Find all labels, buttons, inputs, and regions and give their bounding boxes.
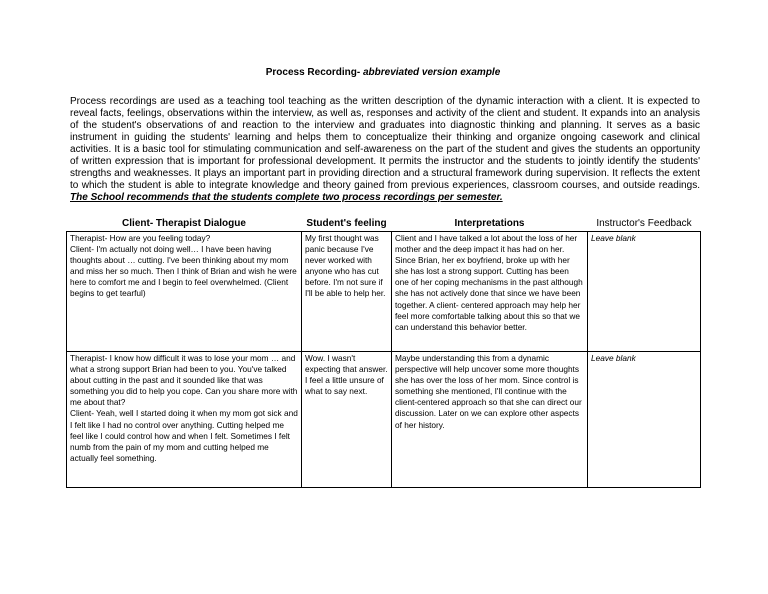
- table-row: [67, 232, 701, 352]
- interpretation-cell: Maybe understanding this from a dynamic perspective will help uncover some more thoughts she has over the loss of her mom. Since control is something she mentioned, I'll continue with the client-centered approach so that she can direct our discussion. Later on we can explore other aspects of her history.: [392, 352, 588, 488]
- header-dialogue: Client- Therapist Dialogue: [122, 218, 246, 229]
- intro-paragraph: [70, 96, 700, 204]
- document-page: [66, 66, 700, 488]
- feeling-cell: My first thought was panic because I've never worked with anyone who has cut before. I'm not sure if I'll be able to help her.: [302, 232, 392, 352]
- feedback-cell: Leave blank: [588, 352, 701, 488]
- header-feeling: Student's feeling: [306, 218, 387, 229]
- document-title: [66, 66, 700, 79]
- feeling-cell: Wow. I wasn't expecting that answer. I feel a little unsure of what to say next.: [302, 352, 392, 488]
- interpretation-cell: Client and I have talked a lot about the loss of her mother and the deep impact it has had on her. Since Brian, her ex boyfriend, broke up with her she has lost a strong support. Cutting has been one of her coping mechanisms in the past although she has not actively done that since we have been together. A client- centered approach may help her feel more comfortable talking about this so that we can understand this behavior better.: [392, 232, 588, 352]
- dialogue-cell: Therapist- How are you feeling today? Client- I'm actually not doing well… I have been having thoughts about … cutting. I've been thinking about my mom and miss her so much. Then I think of Brian and wish he were here to comfort me and I begin to feel overwhelmed. (Client begins to get tearful): [67, 232, 302, 352]
- header-feedback: Instructor's Feedback: [596, 218, 692, 229]
- process-recording-table: [66, 218, 701, 488]
- title-subtitle: abbreviated version example: [362, 67, 501, 78]
- table-header-row: [67, 218, 701, 232]
- feedback-cell: Leave blank: [588, 232, 701, 352]
- table-row: [67, 352, 701, 488]
- title-main: Process Recording-: [265, 67, 361, 78]
- dialogue-cell: Therapist- I know how difficult it was to lose your mom … and what a strong support Brian had been to you. You've talked about cutting in the past and it sounded like that was something you did to help you cope. Can you share more with me about that? Client- Yeah, well I started doing it when my mom got sick and I felt like I had no control over anything. Cutting helped me feel like I could control how and when I felt. Sometimes I felt numb from the pain of my mom and cutting helped me actually feel something.: [67, 352, 302, 488]
- header-interpretations: Interpretations: [454, 218, 525, 229]
- intro-recommendation: The School recommends that the students complete two process recordings per semester.: [70, 192, 503, 203]
- intro-text: Process recordings are used as a teaching tool teaching as the written description of the dynamic interaction with a client. It is expected to reveal facts, feelings, observations within the interview, as well as, responses and activity of the client and student. It expands into an analysis of the student's observations of and reaction to the interview and graduates into diagnostic thinking and planning. It serves as a basic instrument in guiding the students' learning and helps them to conceptualize their thinking and organize ongoing casework and clinical activities. It is a basic tool for stimulating communication and self-awareness on the part of the student and gives the students an opportunity of written expression that is important for professional development. It permits the instructor and the students to jointly identify the students' strengths and weaknesses. It plays an important part in providing direction and a structural framework during supervision. It reflects the extent to which the student is able to integrate knowledge and theory gained from previous experiences, classroom courses, and outside readings.: [70, 96, 700, 191]
